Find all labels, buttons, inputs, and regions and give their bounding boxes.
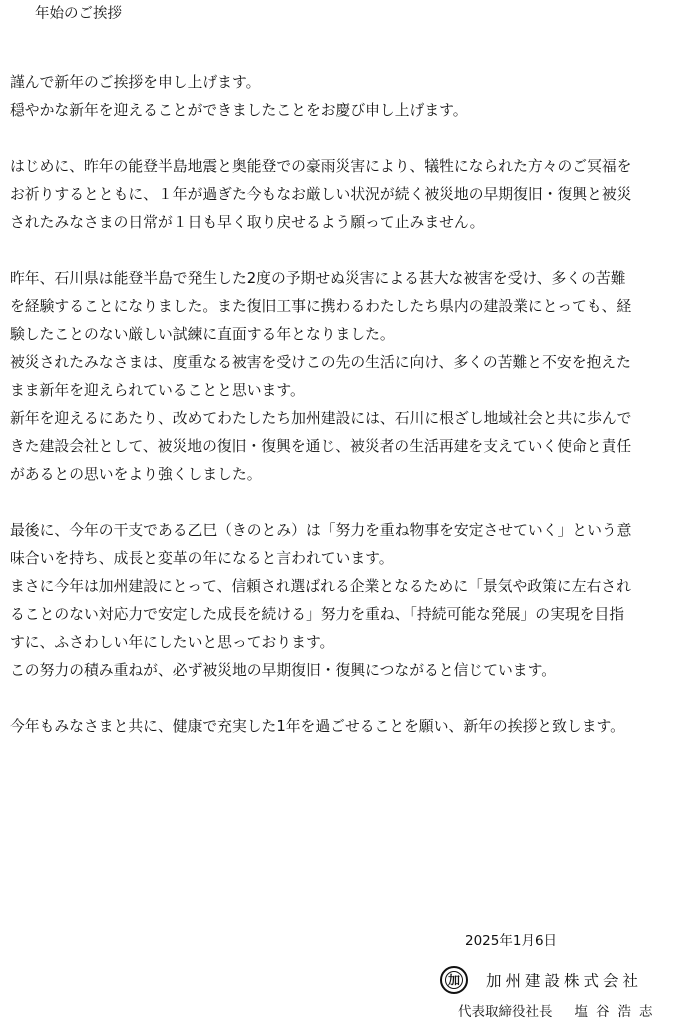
company-logo-icon [440,966,468,994]
text-line: 穏やかな新年を迎えることができましたことをお慶び申し上げます。 [10,102,468,119]
text-line: を経験することになりました。また復旧工事に携わるわたしたち県内の建設業にとっても、経 [10,298,632,315]
text-line: まさに今年は加州建設にとって、信頼され選ばれる企業となるために「景気や政策に左右され [10,578,631,595]
text-line: 謹んで新年のご挨拶を申し上げます。 [10,74,261,91]
greeting-paragraph [10,69,682,125]
text-line: 被災されたみなさまは、度重なる被害を受けこの先の生活に向け、多くの苦難と不安を抱えた [10,354,631,371]
review-paragraph [10,265,682,489]
text-line: されたみなさまの日常が１日も早く取り戻せるよう願って止みません。 [10,214,485,231]
signatory-title: 代表取締役社長 [458,1004,553,1020]
text-line: 今年もみなさまと共に、健康で充実した1年を過ごせることを願い、新年の挨拶と致します。 [10,718,625,735]
page-title: 年始のご挨拶 [35,6,122,22]
text-line: 験したことのない厳しい試練に直面する年となりました。 [10,326,395,343]
text-line: お祈りするとともに、１年が過ぎた今もなお厳しい状況が続く被災地の早期復旧・復興と被災 [10,186,632,203]
text-line: 昨年、石川県は能登半島で発生した2度の予期せぬ災害による甚大な被害を受け、多くの苦難 [10,270,626,287]
outlook-paragraph [10,517,682,685]
letter-body [10,69,682,741]
signatory-name: 塩谷浩志 [574,1004,661,1020]
letter-date: 2025年1月6日 [465,933,558,949]
closing-paragraph [10,713,682,741]
text-line: すに、ふさわしい年にしたいと思っております。 [10,634,335,651]
text-line: があるとの思いをより強くしました。 [10,466,262,483]
text-line: きた建設会社として、被災地の復旧・復興を通じ、被災者の生活再建を支えていく使命と責任 [10,438,632,455]
text-line: はじめに、昨年の能登半島地震と奥能登での豪雨災害により、犠牲になられた方々のご冥福を [10,158,632,175]
text-line: この努力の積み重ねが、必ず被災地の早期復旧・復興につながると信じています。 [10,662,557,679]
text-line: 新年を迎えるにあたり、改めてわたしたち加州建設には、石川に根ざし地域社会と共に歩んで [10,410,632,427]
company-name: 加州建設株式会社 [486,972,643,990]
condolence-paragraph [10,153,682,237]
text-line: 最後に、今年の干支である乙巳（きのとみ）は「努力を重ね物事を安定させていく」という意 [10,522,632,539]
logo-glyph: 加 [447,973,460,987]
signatory [458,1002,661,1022]
text-line: まま新年を迎えられていることと思います。 [10,382,305,399]
text-line: 味合いを持ち、成長と変革の年になると言われています。 [10,550,394,567]
company-signature [440,966,642,994]
text-line: ることのない対応力で安定した成長を続ける」努力を重ね、「持続可能な発展」の実現を目指 [10,606,625,623]
